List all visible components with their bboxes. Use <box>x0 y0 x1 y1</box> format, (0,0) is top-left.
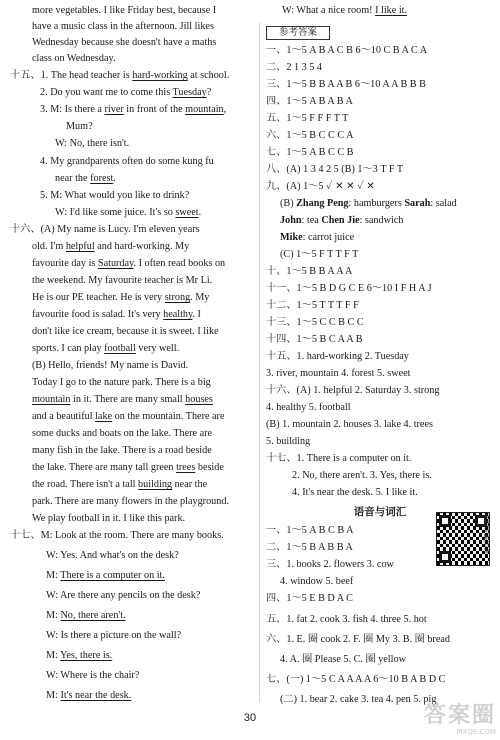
answer-line: 一、1～5 A B C B A <box>266 525 354 536</box>
section-16-a-line: old. I'm helpful and hard-working. My <box>32 241 190 252</box>
answer-line: Mike: carrot juice <box>280 232 355 243</box>
answer-line: 四、1～5 A B A B A <box>266 96 353 107</box>
answer-line: 2. No, there aren't. 3. Yes, there is. <box>292 470 432 481</box>
text-line: more vegetables. I like Friday best, because I <box>32 5 217 16</box>
section-17-line: W: Yes. And what's on the desk? <box>46 550 179 561</box>
section-16-b-line: park. There are many flowers in the playground. <box>32 496 229 507</box>
section-16-a-line: favourite food is salad. It's very healthy. I <box>32 309 201 320</box>
section-16-a-line: He is our PE teacher. He is very strong. My <box>32 292 210 303</box>
section-16-b-line: the road. There isn't a tall building near the <box>32 479 208 490</box>
text-line: W: What a nice room! I like it. <box>282 5 408 16</box>
section-16-b-line: We play football in it. I like this park. <box>32 513 186 524</box>
answer-line: 十七、1. There is a computer on it. <box>266 453 412 464</box>
answer-line: (B) 1. mountain 2. houses 3. lake 4. trees <box>266 419 433 430</box>
section-16-b-line: Today I go to the nature park. There is a big <box>32 377 211 388</box>
answer-line: 十六、(A) 1. helpful 2. Saturday 3. strong <box>266 385 440 396</box>
text-line: W: No, there isn't. <box>55 138 130 149</box>
section-17-line: W: Is there a picture on the wall? <box>46 630 182 641</box>
answer-line: 一、1～5 A B A C B 6～10 C B A C A <box>266 45 428 56</box>
qr-corner <box>439 551 451 563</box>
answer-line: 四、1～5 E B D A C <box>266 593 353 604</box>
section-16-b-line: (B) Hello, friends! My name is David. <box>32 360 189 371</box>
section-15-q5b: W: I'd like some juice. It's so sweet. <box>55 207 202 218</box>
text-line: Wednesday because she doesn't have a maths <box>32 37 217 48</box>
page-number: 30 <box>243 712 257 724</box>
answer-line: 五、1～5 F F F T T <box>266 113 349 124</box>
answer-line: 二、1～5 B A B B A <box>266 542 353 553</box>
column-divider <box>259 22 260 702</box>
answer-line: 4. A. 圈 Please 5. C. 圈 yellow <box>280 654 406 665</box>
answer-line: 三、1～5 B B A A B 6～10 A A B B B <box>266 79 426 90</box>
answer-line: 十四、1～5 B C A A B <box>266 334 363 345</box>
section-15-q2: 2. Do you want me to come this Tuesday? <box>40 87 212 98</box>
section-17-line: 十七、M: Look at the room. There are many books. <box>10 530 224 541</box>
answer-line: 4. healthy 5. football <box>266 402 351 413</box>
text-line: 5. M: What would you like to drink? <box>40 190 190 201</box>
answer-line: 十、1～5 B B A A A <box>266 266 353 277</box>
qr-corner <box>439 515 451 527</box>
section-16-b-line: and a beautiful lake on the mountain. There are <box>32 411 225 422</box>
answer-line: (二) 1. bear 2. cake 3. tea 4. pen 5. pig <box>280 694 437 705</box>
section-16-b-line: the lake. There are many tall green trees beside <box>32 462 224 473</box>
section-title: 语音与词汇 <box>353 506 407 518</box>
answer-line: 十一、1～5 B D G C E 6～10 I F H A J <box>266 283 432 294</box>
answer-line: 七、(一) 1～5 C A A A A 6～10 B A B D C <box>266 674 446 685</box>
answer-line: 五、1. fat 2. cook 3. fish 4. three 5. hot <box>266 614 427 625</box>
section-16-a-line: don't like ice cream, because it is sweet. I like <box>32 326 219 337</box>
watermark <box>412 704 496 736</box>
answer-line: 九、(A) 1～5 ✓ ✕ ✕ ✓ ✕ <box>266 181 375 192</box>
qr-label: 视频讲解答案 <box>483 512 491 554</box>
section-16-b-line: some ducks and boats on the lake. There are <box>32 428 213 439</box>
text-line: 4. My grandparents often do some kung fu <box>40 156 214 167</box>
section-15-q3: 3. M: Is there a river in front of the mountain, <box>40 104 227 115</box>
answer-line: 六、1～5 B C C C A <box>266 130 354 141</box>
section-17-line: M: It's near the desk. <box>46 690 132 701</box>
answer-line: John: tea Chen Jie: sandwich <box>280 215 404 226</box>
watermark-url: MXQE.COM <box>456 728 496 736</box>
section-16-a-line: sports. I can play football very well. <box>32 343 180 354</box>
answer-line: 十二、1～5 T T T F F <box>266 300 359 311</box>
section-17-line: M: No, there aren't. <box>46 610 126 621</box>
answer-line: 4. It's near the desk. 5. I like it. <box>292 487 418 498</box>
section-16-a-line: 十六、(A) My name is Lucy. I'm eleven years <box>10 224 200 235</box>
answer-key-header: 参考答案 <box>266 26 330 40</box>
text-line: have a music class in the afternoon. Jill likes <box>32 21 214 32</box>
answer-line: 3. river, mountain 4. forest 5. sweet <box>266 368 411 379</box>
section-15-q1: 十五、1. The head teacher is hard-working at school. <box>10 70 230 81</box>
section-16-a-line: favourite day is Saturday. I often read books on <box>32 258 226 269</box>
answer-line: 六、1. E. 圈 cook 2. F. 圈 My 3. B. 圈 bread <box>266 634 450 645</box>
answer-line: 二、2 1 3 5 4 <box>266 62 323 73</box>
section-17-line: M: There is a computer on it. <box>46 570 165 581</box>
text-line: class on Wednesday. <box>32 53 116 64</box>
section-17-line: W: Are there any pencils on the desk? <box>46 590 201 601</box>
text-line: Mum? <box>66 121 93 132</box>
answer-line: 七、1～5 A B C C B <box>266 147 354 158</box>
section-17-line: M: Yes, there is. <box>46 650 113 661</box>
answer-line: 十三、1～5 C C B C C <box>266 317 364 328</box>
section-16-b-line: many fish in the lake. There is a road beside <box>32 445 212 456</box>
watermark-logo: 答案圈 <box>423 703 496 728</box>
answer-line: (B) Zhang Peng: hamburgers Sarah: salad <box>280 198 457 209</box>
answer-line: 十五、1. hard-working 2. Tuesday <box>266 351 409 362</box>
section-15-q4b: near the forest. <box>55 173 116 184</box>
section-16-a-line: the weekend. My favourite teacher is Mr Li. <box>32 275 213 286</box>
answer-line: (C) 1～5 F T T F T <box>280 249 359 260</box>
section-16-b-line: mountain in it. There are many small houses <box>32 394 213 405</box>
answer-line: 八、(A) 1 3 4 2 5 (B) 1～3 T F T <box>266 164 404 175</box>
section-17-line: W: Where is the chair? <box>46 670 140 681</box>
answer-line: 5. building <box>266 436 311 447</box>
answer-line: 三、1. books 2. flowers 3. cow <box>266 559 394 570</box>
answer-line: 4. window 5. beef <box>280 576 354 587</box>
